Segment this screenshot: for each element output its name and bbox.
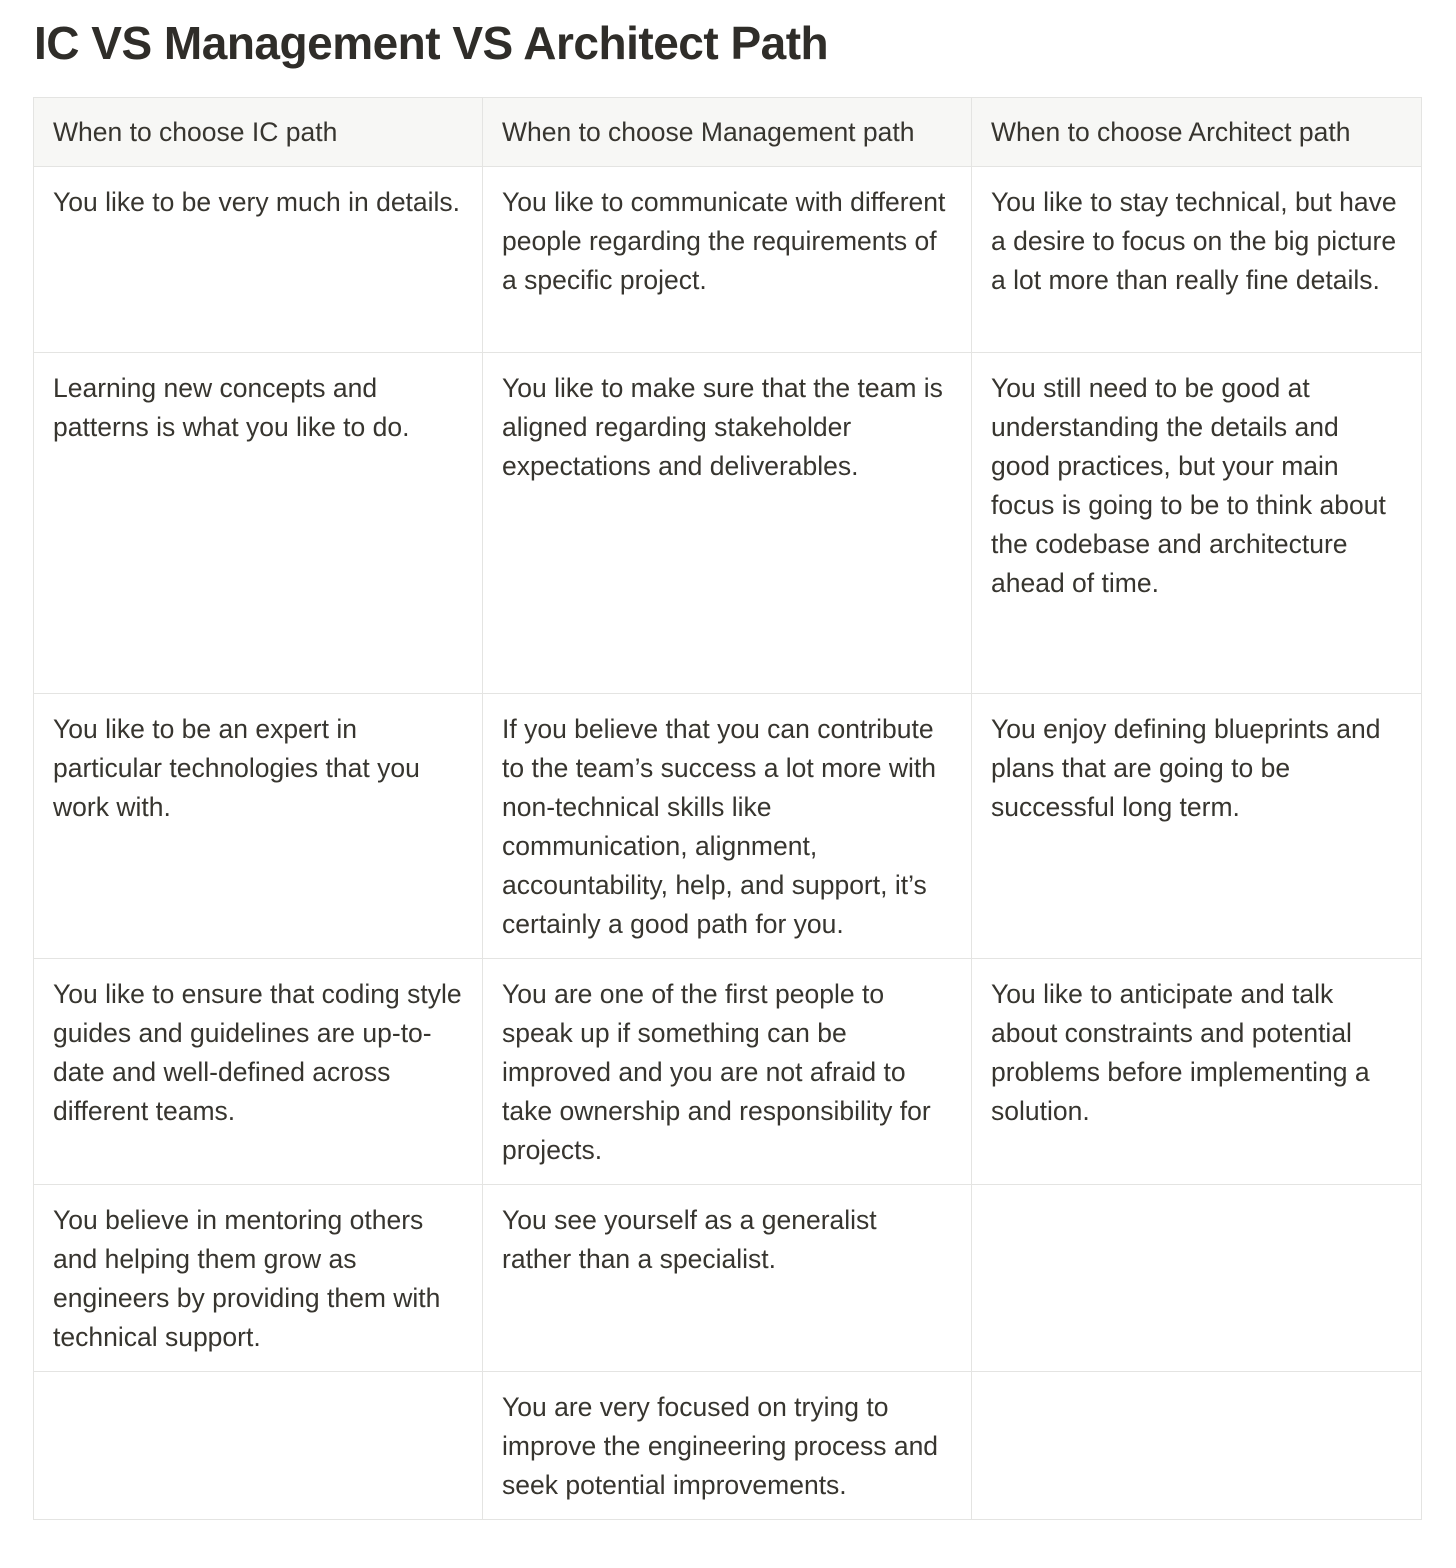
table-cell-ic: You like to be an expert in particular technologies that you work with.	[34, 694, 483, 959]
table-cell-architect: You still need to be good at understanding the details and good practices, but your main focus is going to be to think about the codebase and architecture ahead of time.	[972, 353, 1422, 694]
table-cell-ic	[34, 1372, 483, 1520]
table-cell-management: You like to make sure that the team is aligned regarding stakeholder expectations and deliverables.	[483, 353, 972, 694]
table-cell-management: You like to communicate with different people regarding the requirements of a specific project.	[483, 167, 972, 353]
table-cell-management: You are very focused on trying to improve the engineering process and seek potential improvements.	[483, 1372, 972, 1520]
table-cell-architect: You enjoy defining blueprints and plans that are going to be successful long term.	[972, 694, 1422, 959]
table-cell-architect: You like to stay technical, but have a desire to focus on the big picture a lot more than really fine details.	[972, 167, 1422, 353]
table-row	[34, 1372, 1422, 1520]
table-cell-management: If you believe that you can contribute to the team’s success a lot more with non-technical skills like communication, alignment, accountability, help, and support, it’s certainly a good path for you.	[483, 694, 972, 959]
table-cell-architect: You like to anticipate and talk about constraints and potential problems before implementing a solution.	[972, 959, 1422, 1185]
comparison-table	[33, 97, 1422, 1520]
header-architect-path: When to choose Architect path	[972, 98, 1422, 167]
header-management-path: When to choose Management path	[483, 98, 972, 167]
table-cell-ic: You like to be very much in details.	[34, 167, 483, 353]
table-cell-ic: You like to ensure that coding style guides and guidelines are up-to-date and well-defined across different teams.	[34, 959, 483, 1185]
page-title: IC VS Management VS Architect Path	[34, 17, 829, 69]
header-ic-path: When to choose IC path	[34, 98, 483, 167]
table-header-row	[34, 98, 1422, 167]
table-cell-management: You are one of the first people to speak up if something can be improved and you are not afraid to take ownership and responsibility for projects.	[483, 959, 972, 1185]
table-cell-management: You see yourself as a generalist rather than a specialist.	[483, 1185, 972, 1372]
table-row	[34, 167, 1422, 353]
table-cell-architect	[972, 1185, 1422, 1372]
table-row	[34, 353, 1422, 694]
table-row	[34, 1185, 1422, 1372]
table-row	[34, 959, 1422, 1185]
table-cell-architect	[972, 1372, 1422, 1520]
table-cell-ic: Learning new concepts and patterns is what you like to do.	[34, 353, 483, 694]
table-cell-ic: You believe in mentoring others and helping them grow as engineers by providing them with technical support.	[34, 1185, 483, 1372]
table-row	[34, 694, 1422, 959]
